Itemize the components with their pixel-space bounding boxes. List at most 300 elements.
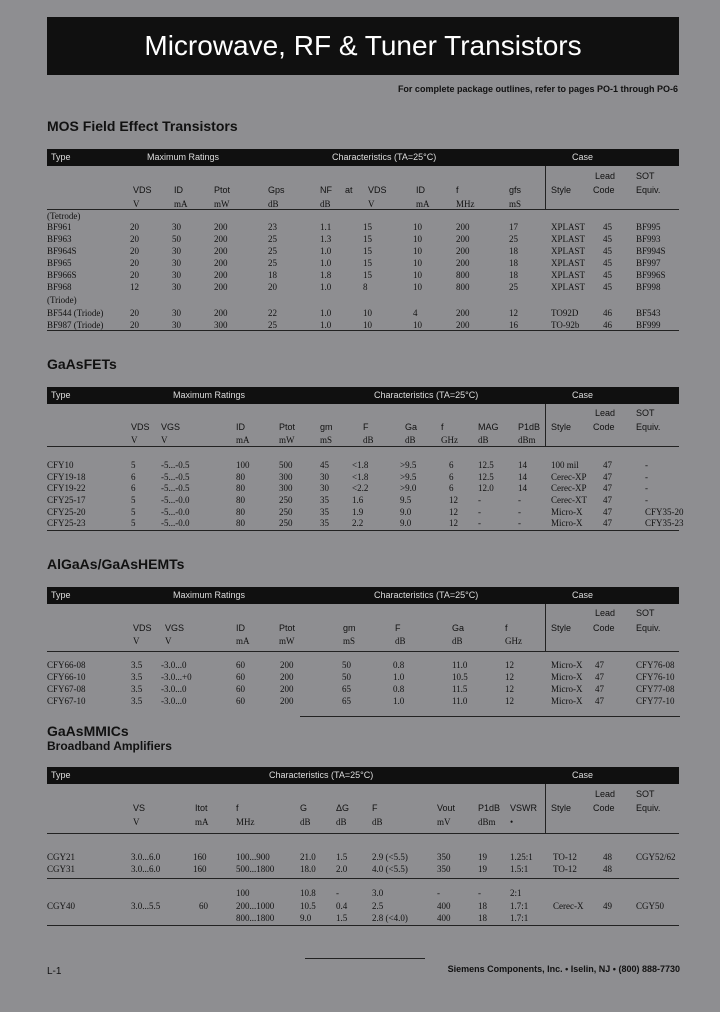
hemt-bar-max: Maximum Ratings: [173, 590, 246, 600]
table-cell: -: [518, 495, 521, 505]
table-cell: XPLAST: [551, 258, 586, 268]
table-cell: 200: [456, 308, 470, 318]
table-unit: mA: [195, 817, 209, 827]
mmic-bar-char: Characteristics (TA=25°C): [269, 770, 374, 780]
table-cell: -3.0...0: [161, 696, 187, 706]
table-cell: 12: [505, 660, 514, 670]
table-cell: CGY52/62: [636, 852, 676, 862]
table-unit: dB: [478, 435, 489, 445]
table-cell: 1.5:1: [510, 864, 529, 874]
table-cell: >9.5: [400, 472, 417, 482]
table-cell: 3.5: [131, 660, 143, 670]
table-cell: 200: [456, 246, 470, 256]
table-header: P1dB: [478, 803, 501, 813]
mos-col-style: Style: [551, 185, 572, 195]
table-cell: 47: [595, 684, 604, 694]
table-cell: 11.0: [452, 696, 468, 706]
table-cell: 4.0 (<5.5): [372, 864, 408, 874]
table-cell: 47: [603, 483, 612, 493]
table-cell: 200: [280, 660, 294, 670]
table-cell: 15: [363, 258, 372, 268]
table-cell: 20: [130, 222, 139, 232]
mos-col-vds2: VDS: [368, 185, 387, 195]
table-unit: V: [133, 817, 140, 827]
table-cell: 14: [518, 483, 527, 493]
table-cell: 1.3: [320, 234, 332, 244]
table-unit: mA: [236, 636, 250, 646]
table-cell: 3.5: [131, 696, 143, 706]
table-cell: 200: [280, 684, 294, 694]
table-cell: BF543: [636, 308, 661, 318]
table-cell: 1.25:1: [510, 852, 533, 862]
table-cell: 5: [131, 495, 136, 505]
table-cell: 500: [279, 460, 293, 470]
gaasfet-heading: GaAsFETs: [47, 356, 117, 372]
table-cell: 250: [279, 495, 293, 505]
table-cell: CFY67-10: [47, 696, 86, 706]
mos-group-triode: (Triode): [47, 295, 77, 305]
mmic-bar-case: Case: [572, 770, 594, 780]
gaasfet-bar-case: Case: [572, 390, 594, 400]
table-cell: -5...-0.0: [161, 518, 190, 528]
divider: [47, 530, 679, 531]
table-cell: Micro-X: [551, 672, 583, 682]
table-cell: 48: [603, 852, 612, 862]
table-cell: Cerec-XP: [551, 483, 587, 493]
table-unit: mW: [279, 636, 295, 646]
table-cell: -: [645, 495, 648, 505]
mos-bar-max: Maximum Ratings: [147, 152, 220, 162]
table-unit: mA: [236, 435, 250, 445]
table-header: P1dB: [518, 422, 541, 432]
mos-unit: mA: [416, 199, 430, 209]
table-unit: mW: [279, 435, 295, 445]
table-cell: 200: [456, 258, 470, 268]
table-cell: 10: [363, 320, 372, 330]
table-cell: 5: [131, 460, 136, 470]
table-cell: BF544 (Triode): [47, 308, 104, 318]
table-cell: 48: [603, 864, 612, 874]
table-cell: 1.0: [393, 672, 405, 682]
table-header: VGS: [165, 623, 185, 633]
table-header: ID: [236, 623, 245, 633]
table-cell: 50: [342, 660, 351, 670]
mos-unit: MHz: [456, 199, 475, 209]
table-cell: TO92D: [551, 308, 579, 318]
table-cell: 65: [342, 696, 351, 706]
table-cell: 2.2: [352, 518, 364, 528]
table-cell: 100: [236, 460, 250, 470]
mos-col-ptot: Ptot: [214, 185, 231, 195]
table-cell: 0.4: [336, 901, 348, 911]
table-header: Equiv.: [636, 803, 661, 813]
table-unit: dB: [452, 636, 463, 646]
table-cell: 12: [449, 495, 458, 505]
mos-col-lead: Lead: [595, 171, 616, 181]
divider: [545, 784, 546, 834]
table-header: Ga: [452, 623, 465, 633]
table-cell: 25: [268, 246, 277, 256]
mos-heading: MOS Field Effect Transistors: [47, 118, 238, 134]
table-cell: Cerec-X: [553, 901, 584, 911]
table-cell: 10: [413, 258, 422, 268]
table-cell: 22: [268, 308, 277, 318]
table-cell: Cerec-XT: [551, 495, 587, 505]
table-cell: 18: [509, 270, 518, 280]
table-header: Ptot: [279, 422, 296, 432]
mos-group-tetrode: (Tetrode): [47, 211, 81, 221]
table-cell: 20: [268, 282, 277, 292]
table-unit: mV: [437, 817, 451, 827]
table-cell: 10.8: [300, 888, 316, 898]
table-cell: CGY21: [47, 852, 76, 862]
table-cell: 12: [509, 308, 518, 318]
hemt-header-bar: [47, 587, 679, 604]
mos-col-id: ID: [174, 185, 183, 195]
table-cell: BF964S: [47, 246, 77, 256]
table-cell: 350: [437, 852, 451, 862]
table-cell: CFY66-10: [47, 672, 86, 682]
table-header: Itot: [195, 803, 208, 813]
table-header: f: [505, 623, 508, 633]
table-cell: 45: [603, 234, 612, 244]
table-unit: dB: [363, 435, 374, 445]
table-unit: mS: [320, 435, 333, 445]
table-cell: BF999: [636, 320, 661, 330]
table-cell: >9.5: [400, 460, 417, 470]
table-cell: 5: [131, 518, 136, 528]
table-cell: 12.5: [478, 472, 494, 482]
gaasfet-header-bar: [47, 387, 679, 404]
table-header: Lead: [595, 408, 616, 418]
table-cell: 47: [595, 672, 604, 682]
mos-col-vds: VDS: [133, 185, 152, 195]
table-cell: 300: [214, 320, 228, 330]
table-cell: 300: [279, 483, 293, 493]
table-cell: -3.0...0: [161, 684, 187, 694]
table-cell: 11.5: [452, 684, 468, 694]
table-cell: CGY31: [47, 864, 76, 874]
table-cell: BF994S: [636, 246, 666, 256]
table-cell: -5...-0.0: [161, 507, 190, 517]
table-cell: 60: [236, 696, 245, 706]
table-cell: 20: [130, 246, 139, 256]
table-cell: 12: [449, 507, 458, 517]
table-header: SOT: [636, 789, 655, 799]
table-cell: XPLAST: [551, 222, 586, 232]
table-cell: 800...1800: [236, 913, 275, 923]
table-cell: 200: [214, 222, 228, 232]
table-header: ID: [236, 422, 245, 432]
table-cell: 20: [130, 270, 139, 280]
table-cell: -: [645, 483, 648, 493]
table-cell: 18.0: [300, 864, 316, 874]
mmic-subheading: Broadband Amplifiers: [47, 739, 172, 753]
table-cell: -5...-0.5: [161, 483, 190, 493]
mos-col-at: at: [345, 185, 353, 195]
table-cell: 14: [518, 460, 527, 470]
table-cell: 30: [172, 222, 181, 232]
table-cell: 9.5: [400, 495, 412, 505]
table-cell: 47: [603, 518, 612, 528]
table-header: Vout: [437, 803, 456, 813]
table-cell: 45: [320, 460, 329, 470]
table-cell: -: [518, 507, 521, 517]
table-cell: 30: [320, 483, 329, 493]
table-cell: 1.7:1: [510, 913, 529, 923]
table-cell: >9.0: [400, 483, 417, 493]
table-cell: 6: [449, 472, 454, 482]
table-cell: TO-12: [553, 852, 577, 862]
table-cell: 200: [214, 270, 228, 280]
table-cell: 200: [456, 222, 470, 232]
table-cell: 30: [172, 308, 181, 318]
table-cell: 200: [456, 234, 470, 244]
mos-unit: mS: [509, 199, 522, 209]
table-cell: <1.8: [352, 472, 369, 482]
table-header: gm: [343, 623, 356, 633]
divider: [47, 651, 679, 652]
table-cell: 400: [437, 913, 451, 923]
table-cell: 20: [130, 320, 139, 330]
table-unit: dBm: [518, 435, 536, 445]
table-cell: 46: [603, 308, 612, 318]
table-unit: V: [133, 636, 140, 646]
table-unit: dBm: [478, 817, 496, 827]
table-cell: 1.0: [320, 320, 332, 330]
table-cell: -: [478, 888, 481, 898]
table-unit: dB: [395, 636, 406, 646]
footer-rule: [305, 958, 425, 959]
table-cell: 9.0: [300, 913, 312, 923]
table-header: Ptot: [279, 623, 296, 633]
table-cell: 60: [236, 684, 245, 694]
table-header: VGS: [161, 422, 181, 432]
table-header: MAG: [478, 422, 499, 432]
table-header: Equiv.: [636, 623, 661, 633]
table-cell: 10: [413, 282, 422, 292]
table-cell: BF993: [636, 234, 661, 244]
mos-col-gfs: gfs: [509, 185, 522, 195]
table-cell: BF966S: [47, 270, 77, 280]
table-header: ΔG: [336, 803, 350, 813]
table-cell: 47: [603, 507, 612, 517]
divider: [300, 716, 680, 717]
table-cell: 47: [595, 696, 604, 706]
table-unit: V: [165, 636, 172, 646]
table-cell: BF963: [47, 234, 72, 244]
table-cell: CFY25-23: [47, 518, 86, 528]
table-header: Equiv.: [636, 422, 661, 432]
table-cell: CFY35-20: [645, 507, 684, 517]
company-info: Siemens Components, Inc. • Iselin, NJ • (800) 888-7730: [447, 964, 680, 974]
table-cell: 0.8: [393, 684, 405, 694]
table-cell: 10: [413, 270, 422, 280]
table-cell: -: [645, 460, 648, 470]
table-cell: 12: [505, 696, 514, 706]
table-cell: CGY40: [47, 901, 76, 911]
hemt-bar-type: Type: [51, 590, 71, 600]
table-cell: Cerec-XP: [551, 472, 587, 482]
hemt-heading: AlGaAs/GaAsHEMTs: [47, 556, 185, 572]
table-header: SOT: [636, 408, 655, 418]
table-cell: 1.0: [320, 308, 332, 318]
table-header: SOT: [636, 608, 655, 618]
table-cell: -: [478, 495, 481, 505]
table-unit: GHz: [441, 435, 458, 445]
mos-unit: mW: [214, 199, 230, 209]
table-cell: 18: [478, 901, 487, 911]
table-header: VSWR: [510, 803, 537, 813]
table-cell: 160: [193, 864, 207, 874]
table-header: f: [441, 422, 444, 432]
table-cell: 3.5: [131, 684, 143, 694]
table-cell: CFY35-23: [645, 518, 684, 528]
table-cell: 10: [363, 308, 372, 318]
table-cell: 60: [236, 660, 245, 670]
table-cell: CFY25-17: [47, 495, 86, 505]
table-cell: 100 mil: [551, 460, 579, 470]
table-cell: XPLAST: [551, 234, 586, 244]
table-header: F: [395, 623, 401, 633]
table-cell: CFY66-08: [47, 660, 86, 670]
table-unit: GHz: [505, 636, 522, 646]
mos-col-id2: ID: [416, 185, 425, 195]
divider: [47, 833, 679, 834]
table-cell: 1.5: [336, 913, 348, 923]
table-cell: 100: [236, 888, 250, 898]
table-cell: 3.0...5.5: [131, 901, 161, 911]
gaasfet-bar-type: Type: [51, 390, 71, 400]
divider: [47, 446, 679, 447]
mmic-header-bar: [47, 767, 679, 784]
table-cell: 12: [130, 282, 139, 292]
table-cell: BF968: [47, 282, 72, 292]
table-cell: 10.5: [452, 672, 468, 682]
table-cell: 3.0: [372, 888, 384, 898]
table-unit: V: [161, 435, 168, 445]
divider: [47, 209, 679, 210]
package-note: For complete package outlines, refer to pages PO-1 through PO-6: [397, 84, 678, 94]
table-cell: 45: [603, 246, 612, 256]
table-cell: BF965: [47, 258, 72, 268]
table-cell: 35: [320, 507, 329, 517]
table-cell: 1.5: [336, 852, 348, 862]
table-cell: 6: [449, 483, 454, 493]
table-cell: 45: [603, 258, 612, 268]
table-unit: dB: [372, 817, 383, 827]
table-header: Style: [551, 803, 572, 813]
table-cell: 60: [199, 901, 208, 911]
table-cell: 25: [268, 258, 277, 268]
table-cell: 300: [279, 472, 293, 482]
table-cell: TO-12: [553, 864, 577, 874]
table-cell: TO-92b: [551, 320, 580, 330]
table-cell: 1.6: [352, 495, 364, 505]
table-cell: 80: [236, 518, 245, 528]
table-cell: CFY10: [47, 460, 74, 470]
table-cell: -5...-0.5: [161, 460, 190, 470]
table-cell: 25: [268, 234, 277, 244]
table-cell: BF995: [636, 222, 661, 232]
table-header: f: [236, 803, 239, 813]
table-cell: 2.9 (<5.5): [372, 852, 408, 862]
table-cell: -5...-0.0: [161, 495, 190, 505]
table-cell: 47: [603, 472, 612, 482]
table-cell: 250: [279, 507, 293, 517]
divider: [47, 878, 679, 879]
table-cell: 11.0: [452, 660, 468, 670]
table-cell: 18: [509, 258, 518, 268]
table-cell: 2.8 (<4.0): [372, 913, 408, 923]
table-cell: 3.0...6.0: [131, 852, 161, 862]
table-cell: CFY76-10: [636, 672, 675, 682]
table-cell: 800: [456, 270, 470, 280]
table-cell: 23: [268, 222, 277, 232]
table-cell: 200: [214, 234, 228, 244]
table-cell: XPLAST: [551, 246, 586, 256]
table-cell: 1.8: [320, 270, 332, 280]
table-cell: 1.9: [352, 507, 364, 517]
divider: [47, 330, 679, 331]
table-cell: XPLAST: [551, 270, 586, 280]
table-cell: 800: [456, 282, 470, 292]
table-unit: mS: [343, 636, 356, 646]
table-cell: XPLAST: [551, 282, 586, 292]
table-cell: BF998: [636, 282, 661, 292]
table-header: Code: [593, 623, 615, 633]
mos-col-sot: SOT: [636, 171, 655, 181]
table-cell: 15: [363, 270, 372, 280]
table-cell: 20: [130, 258, 139, 268]
table-cell: 12: [449, 518, 458, 528]
table-cell: 45: [603, 270, 612, 280]
table-header: F: [372, 803, 378, 813]
table-cell: 200: [280, 672, 294, 682]
table-header: Style: [551, 623, 572, 633]
table-cell: 1.7:1: [510, 901, 529, 911]
table-cell: 9.0: [400, 518, 412, 528]
table-cell: 3.0...6.0: [131, 864, 161, 874]
table-cell: -3.0...+0: [161, 672, 192, 682]
table-cell: 100...900: [236, 852, 270, 862]
table-cell: 60: [236, 672, 245, 682]
table-header: Style: [551, 422, 572, 432]
table-cell: 1.0: [320, 258, 332, 268]
table-cell: 12: [505, 672, 514, 682]
table-cell: 1.0: [393, 696, 405, 706]
table-cell: 5: [131, 507, 136, 517]
mos-bar-type: Type: [51, 152, 71, 162]
table-cell: BF987 (Triode): [47, 320, 104, 330]
table-cell: 2.0: [336, 864, 348, 874]
table-cell: 65: [342, 684, 351, 694]
mos-bar-case: Case: [572, 152, 594, 162]
table-cell: Micro-X: [551, 518, 583, 528]
table-cell: 19: [478, 864, 487, 874]
table-cell: 0.8: [393, 660, 405, 670]
table-header: F: [363, 422, 369, 432]
table-cell: 2.5: [372, 901, 384, 911]
table-cell: -: [437, 888, 440, 898]
table-cell: Micro-X: [551, 684, 583, 694]
table-cell: 30: [172, 320, 181, 330]
table-cell: CGY50: [636, 901, 665, 911]
gaasfet-bar-max: Maximum Ratings: [173, 390, 246, 400]
table-cell: -: [645, 472, 648, 482]
table-header: Lead: [595, 789, 616, 799]
table-unit: MHz: [236, 817, 255, 827]
